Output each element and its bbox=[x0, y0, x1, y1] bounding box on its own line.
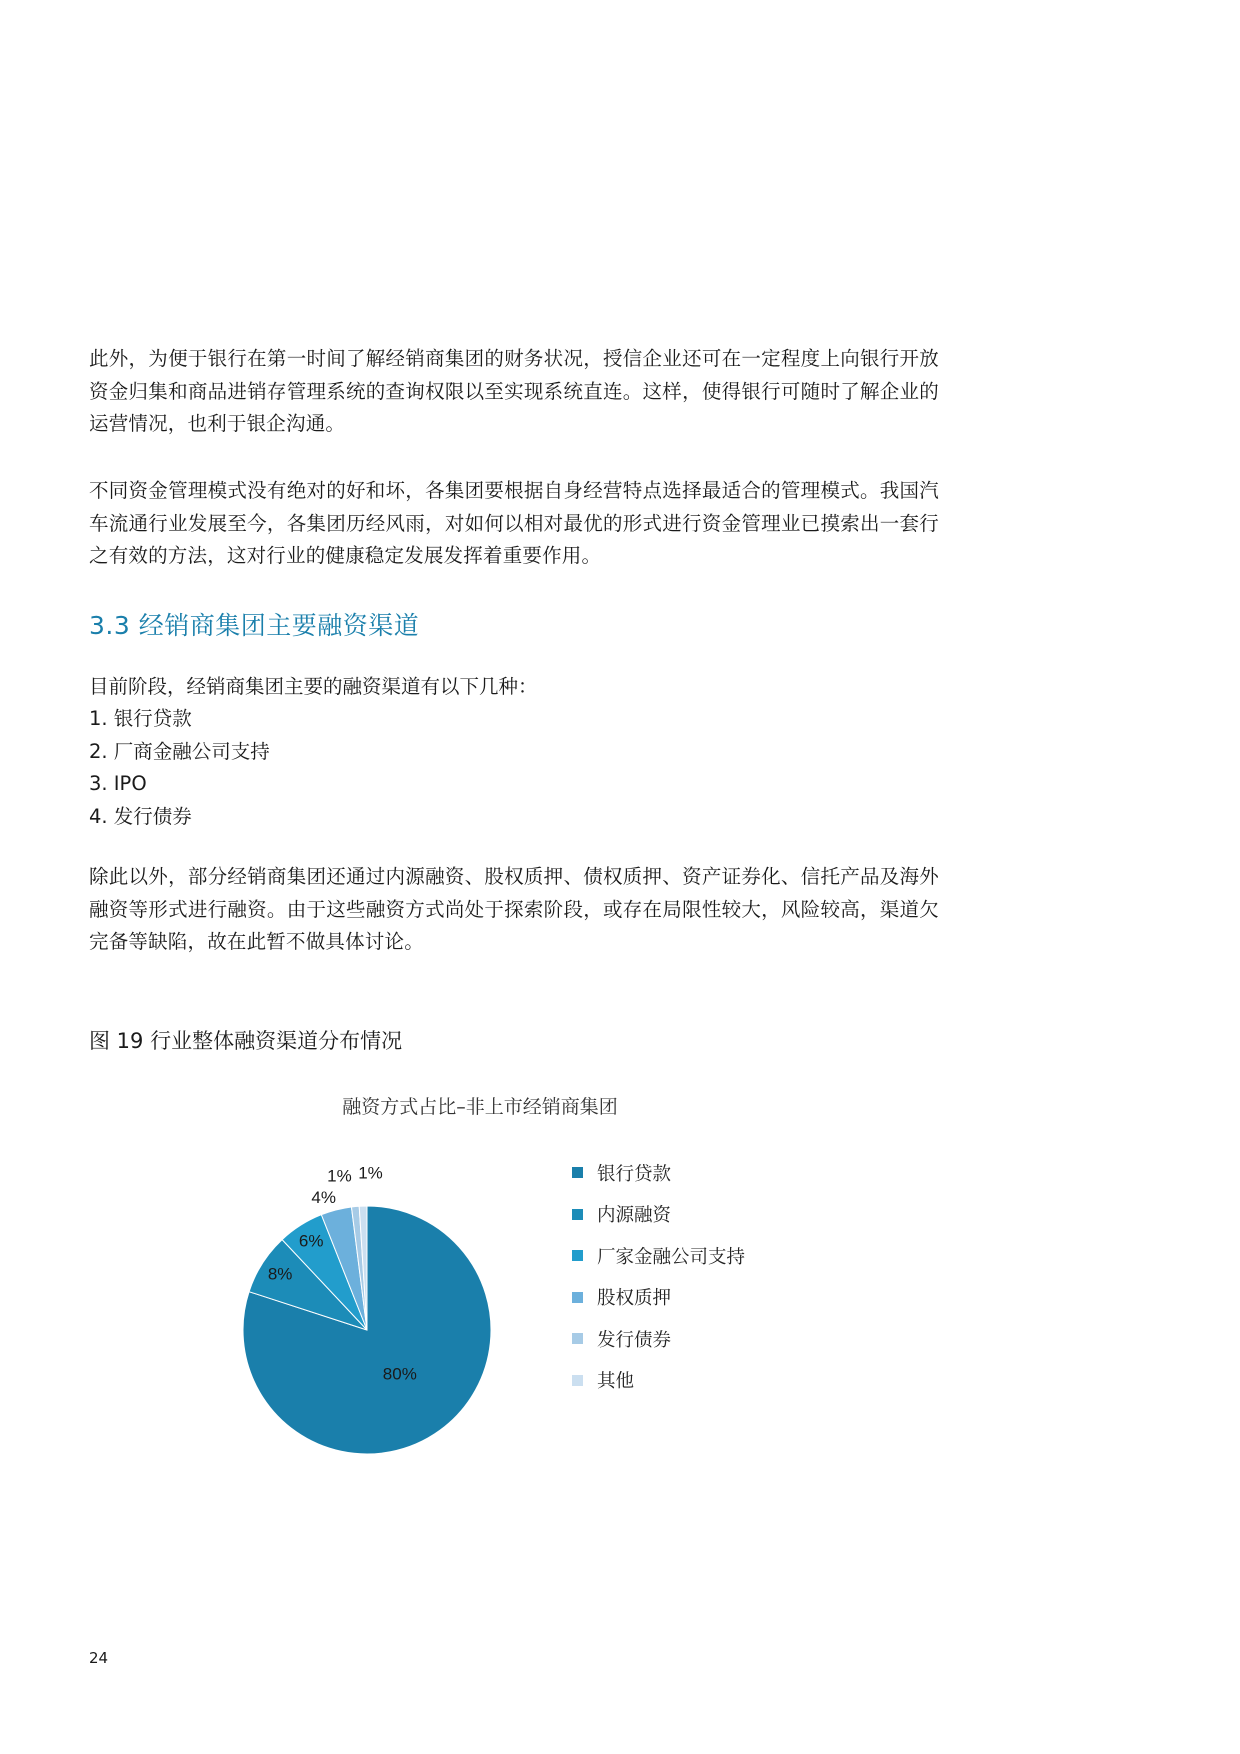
chart-title: 融资方式占比–非上市经销商集团 bbox=[342, 1096, 618, 1118]
legend-swatch bbox=[572, 1250, 583, 1261]
legend-swatch bbox=[572, 1209, 583, 1220]
legend-label: 股权质押 bbox=[597, 1288, 672, 1310]
legend-item bbox=[572, 1277, 745, 1319]
legend-item bbox=[572, 1318, 745, 1360]
legend-swatch bbox=[572, 1333, 583, 1344]
pie-slice-label: 80% bbox=[382, 1364, 417, 1384]
pie-slice-label: 4% bbox=[311, 1187, 336, 1207]
pie-chart bbox=[200, 1120, 530, 1460]
paragraph-2: 不同资金管理模式没有绝对的好和坏，各集团要根据自身经营特点选择最适合的管理模式。我国汽车流通行业发展至今，各集团历经风雨，对如何以相对最优的形式进行资金管理业已摸索出一套行之有效的方法，这对行业的健康稳定发展发挥着重要作用。 bbox=[89, 479, 939, 567]
legend-swatch bbox=[572, 1292, 583, 1303]
legend-item bbox=[572, 1360, 745, 1402]
pie-slice-label: 8% bbox=[267, 1264, 293, 1284]
pie-slice-label: 1% bbox=[358, 1163, 383, 1183]
list-item: 3. IPO bbox=[89, 772, 147, 795]
legend-item bbox=[572, 1194, 745, 1236]
financing-channel-list bbox=[89, 703, 270, 833]
paragraph-1: 此外，为便于银行在第一时间了解经销商集团的财务状况，授信企业还可在一定程度上向银行开放资金归集和商品进销存管理系统的查询权限以至实现系统直连。这样，使得银行可随时了解企业的运营情况，也利于银企沟通。 bbox=[89, 347, 939, 435]
page-number: 24 bbox=[89, 1649, 109, 1667]
pie-slice-label: 1% bbox=[327, 1166, 352, 1186]
legend-swatch bbox=[572, 1167, 583, 1178]
figure-caption: 图 19 行业整体融资渠道分布情况 bbox=[89, 1029, 403, 1053]
legend-swatch bbox=[572, 1375, 583, 1386]
pie-slice-label: 6% bbox=[298, 1231, 324, 1251]
legend-label: 发行债券 bbox=[597, 1329, 672, 1351]
list-item: 1. 银行贷款 bbox=[89, 707, 192, 730]
list-item: 4. 发行债券 bbox=[89, 804, 192, 828]
legend-item bbox=[572, 1152, 745, 1194]
paragraph-3: 除此以外，部分经销商集团还通过内源融资、股权质押、债权质押、资产证券化、信托产品及海外融资等形式进行融资。由于这些融资方式尚处于探索阶段，或存在局限性较大，风险较高，渠道欠完备等缺陷，故在此暂不做具体讨论。 bbox=[89, 865, 939, 953]
list-intro: 目前阶段，经销商集团主要的融资渠道有以下几种： bbox=[89, 675, 538, 698]
list-item: 2. 厂商金融公司支持 bbox=[89, 739, 270, 763]
legend-label: 其他 bbox=[597, 1371, 635, 1393]
chart-legend bbox=[572, 1152, 745, 1401]
section-heading: 3.3 经销商集团主要融资渠道 bbox=[89, 611, 420, 640]
legend-label: 银行贷款 bbox=[597, 1163, 672, 1185]
legend-label: 内源融资 bbox=[597, 1205, 672, 1227]
legend-label: 厂家金融公司支持 bbox=[597, 1246, 746, 1268]
legend-item bbox=[572, 1235, 745, 1277]
